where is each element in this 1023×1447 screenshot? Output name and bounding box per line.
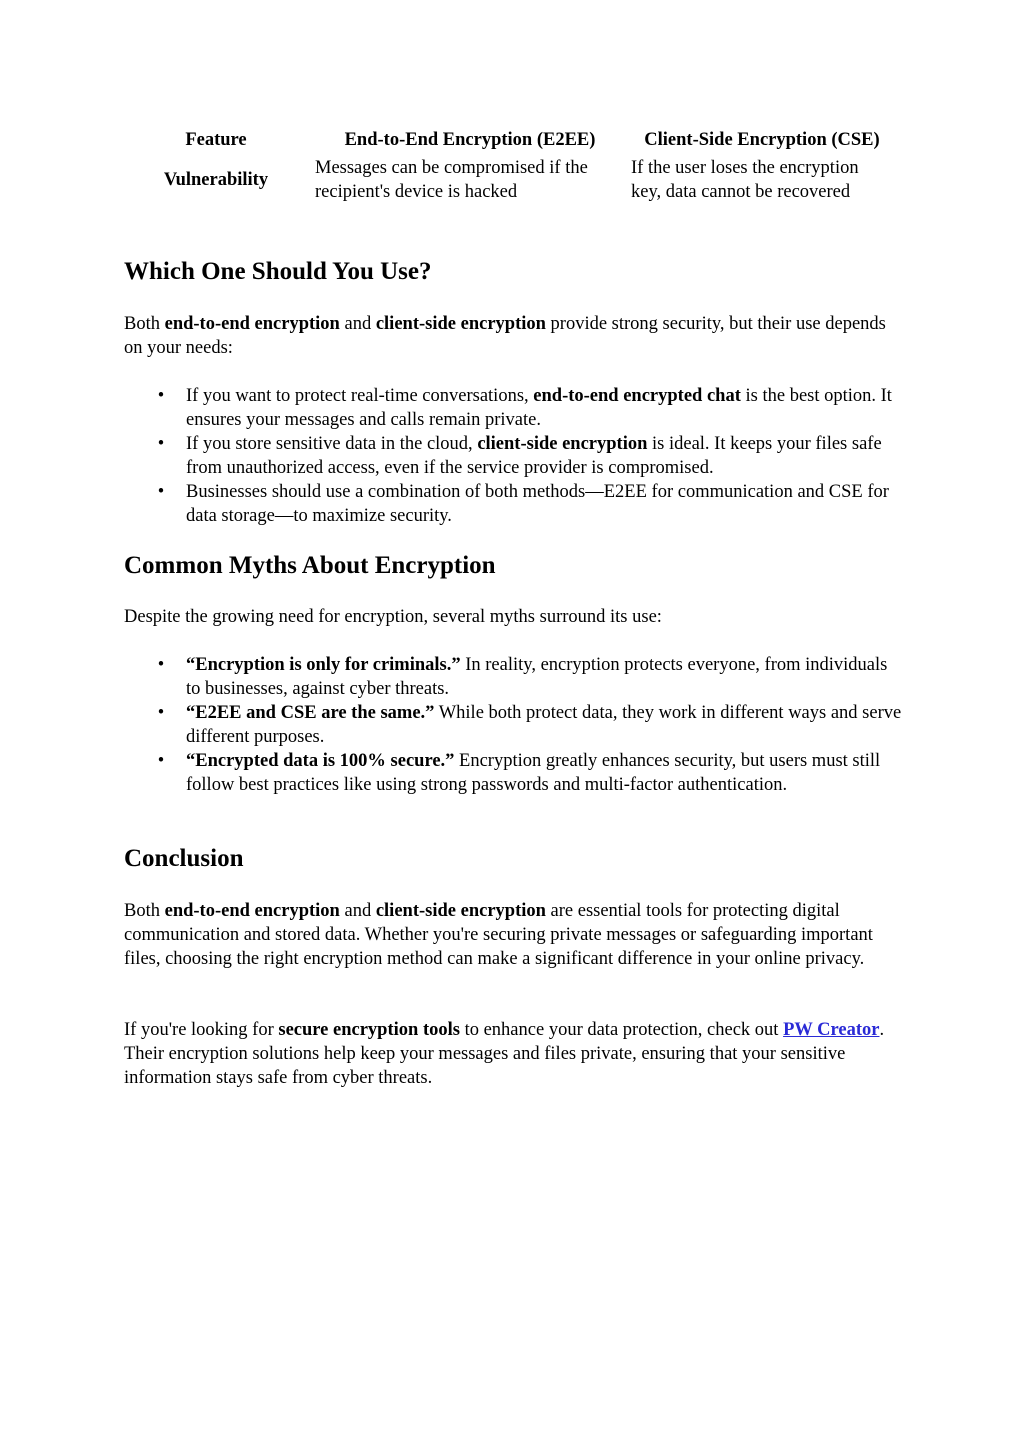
- bold-run: “E2EE and CSE are the same.”: [186, 703, 435, 723]
- heading-conclusion: Conclusion: [124, 845, 244, 872]
- paragraph-myths-intro: Despite the growing need for encryption, several myths surround its use:: [124, 607, 662, 627]
- heading-common-myths: Common Myths About Encryption: [124, 552, 496, 579]
- bullet-icon: •: [157, 386, 165, 406]
- table-header-cse: Client-Side Encryption (CSE): [644, 130, 880, 150]
- bold-run: secure encryption tools: [278, 1020, 460, 1040]
- table-cell-feature: Vulnerability: [163, 170, 269, 190]
- list-item: [157, 701, 904, 749]
- text-run: In reality, encryption protects everyone, from individuals to businesses, against cyber threats.: [186, 655, 888, 699]
- bullet-icon: •: [157, 751, 165, 771]
- table-row: [120, 154, 896, 206]
- text-run: While both protect data, they work in different ways and serve different purposes.: [186, 703, 902, 747]
- bold-run: client-side encryption: [375, 901, 546, 921]
- text-run: If you're looking for: [124, 1020, 279, 1040]
- text-run: Both: [124, 314, 165, 334]
- text-run: and: [339, 901, 376, 921]
- heading-which-one: Which One Should You Use?: [124, 258, 432, 285]
- bullet-icon: •: [157, 434, 165, 454]
- table-cell-e2ee: Messages can be compromised if the recipient's device is hacked: [315, 158, 588, 202]
- comparison-table: [120, 126, 896, 206]
- table-header-e2ee: End-to-End Encryption (E2EE): [344, 130, 596, 150]
- list-item: [157, 749, 904, 797]
- list-item: [157, 384, 904, 432]
- bold-run: end-to-end encrypted chat: [533, 386, 741, 406]
- text-run: Businesses should use a combination of both methods—E2EE for communication and CSE for data storage—to maximize security.: [186, 482, 889, 526]
- text-run: . Their encryption solutions help keep your messages and files private, ensuring that your sensitive information stays safe from cyber threats.: [124, 1020, 885, 1088]
- text-run: If you store sensitive data in the cloud,: [186, 434, 478, 454]
- list-item: [157, 432, 904, 480]
- paragraph-conclusion: [124, 899, 904, 971]
- text-run: Both: [124, 901, 165, 921]
- list-which-one: [124, 384, 904, 528]
- bullet-icon: •: [157, 655, 165, 675]
- paragraph-cta: [124, 1018, 904, 1090]
- text-run: is the best option. It ensures your messages and calls remain private.: [186, 386, 892, 430]
- table-header-feature: Feature: [185, 130, 247, 150]
- text-run: If you want to protect real-time conversations,: [186, 386, 534, 406]
- bold-run: client-side encryption: [375, 314, 546, 334]
- list-myths: [124, 653, 904, 797]
- pw-creator-link[interactable]: PW Creator: [783, 1020, 880, 1040]
- text-run: to enhance your data protection, check out: [459, 1020, 784, 1040]
- bold-run: end-to-end encryption: [164, 314, 340, 334]
- table-cell-cse: If the user loses the encryption key, data cannot be recovered: [631, 158, 859, 202]
- bold-run: “Encryption is only for criminals.”: [186, 655, 461, 675]
- list-item: [157, 480, 904, 528]
- table-header-row: [120, 126, 896, 154]
- text-run: Encryption greatly enhances security, but users must still follow best practices like using strong passwords and multi-factor authentication.: [186, 751, 881, 795]
- bold-run: end-to-end encryption: [164, 901, 340, 921]
- bold-run: “Encrypted data is 100% secure.”: [186, 751, 455, 771]
- bullet-icon: •: [157, 482, 165, 502]
- text-run: and: [339, 314, 376, 334]
- bold-run: client-side encryption: [477, 434, 648, 454]
- text-run: are essential tools for protecting digital communication and stored data. Whether you're securing private messages or safeguarding important files, choosing the right encryption method can make a significant difference in your online privacy.: [124, 901, 873, 969]
- list-item: [157, 653, 904, 701]
- bullet-icon: •: [157, 703, 165, 723]
- text-run: provide strong security, but their use depends on your needs:: [124, 314, 886, 358]
- paragraph-which-one-intro: [124, 312, 904, 360]
- text-run: is ideal. It keeps your files safe from unauthorized access, even if the service provider is compromised.: [186, 434, 882, 478]
